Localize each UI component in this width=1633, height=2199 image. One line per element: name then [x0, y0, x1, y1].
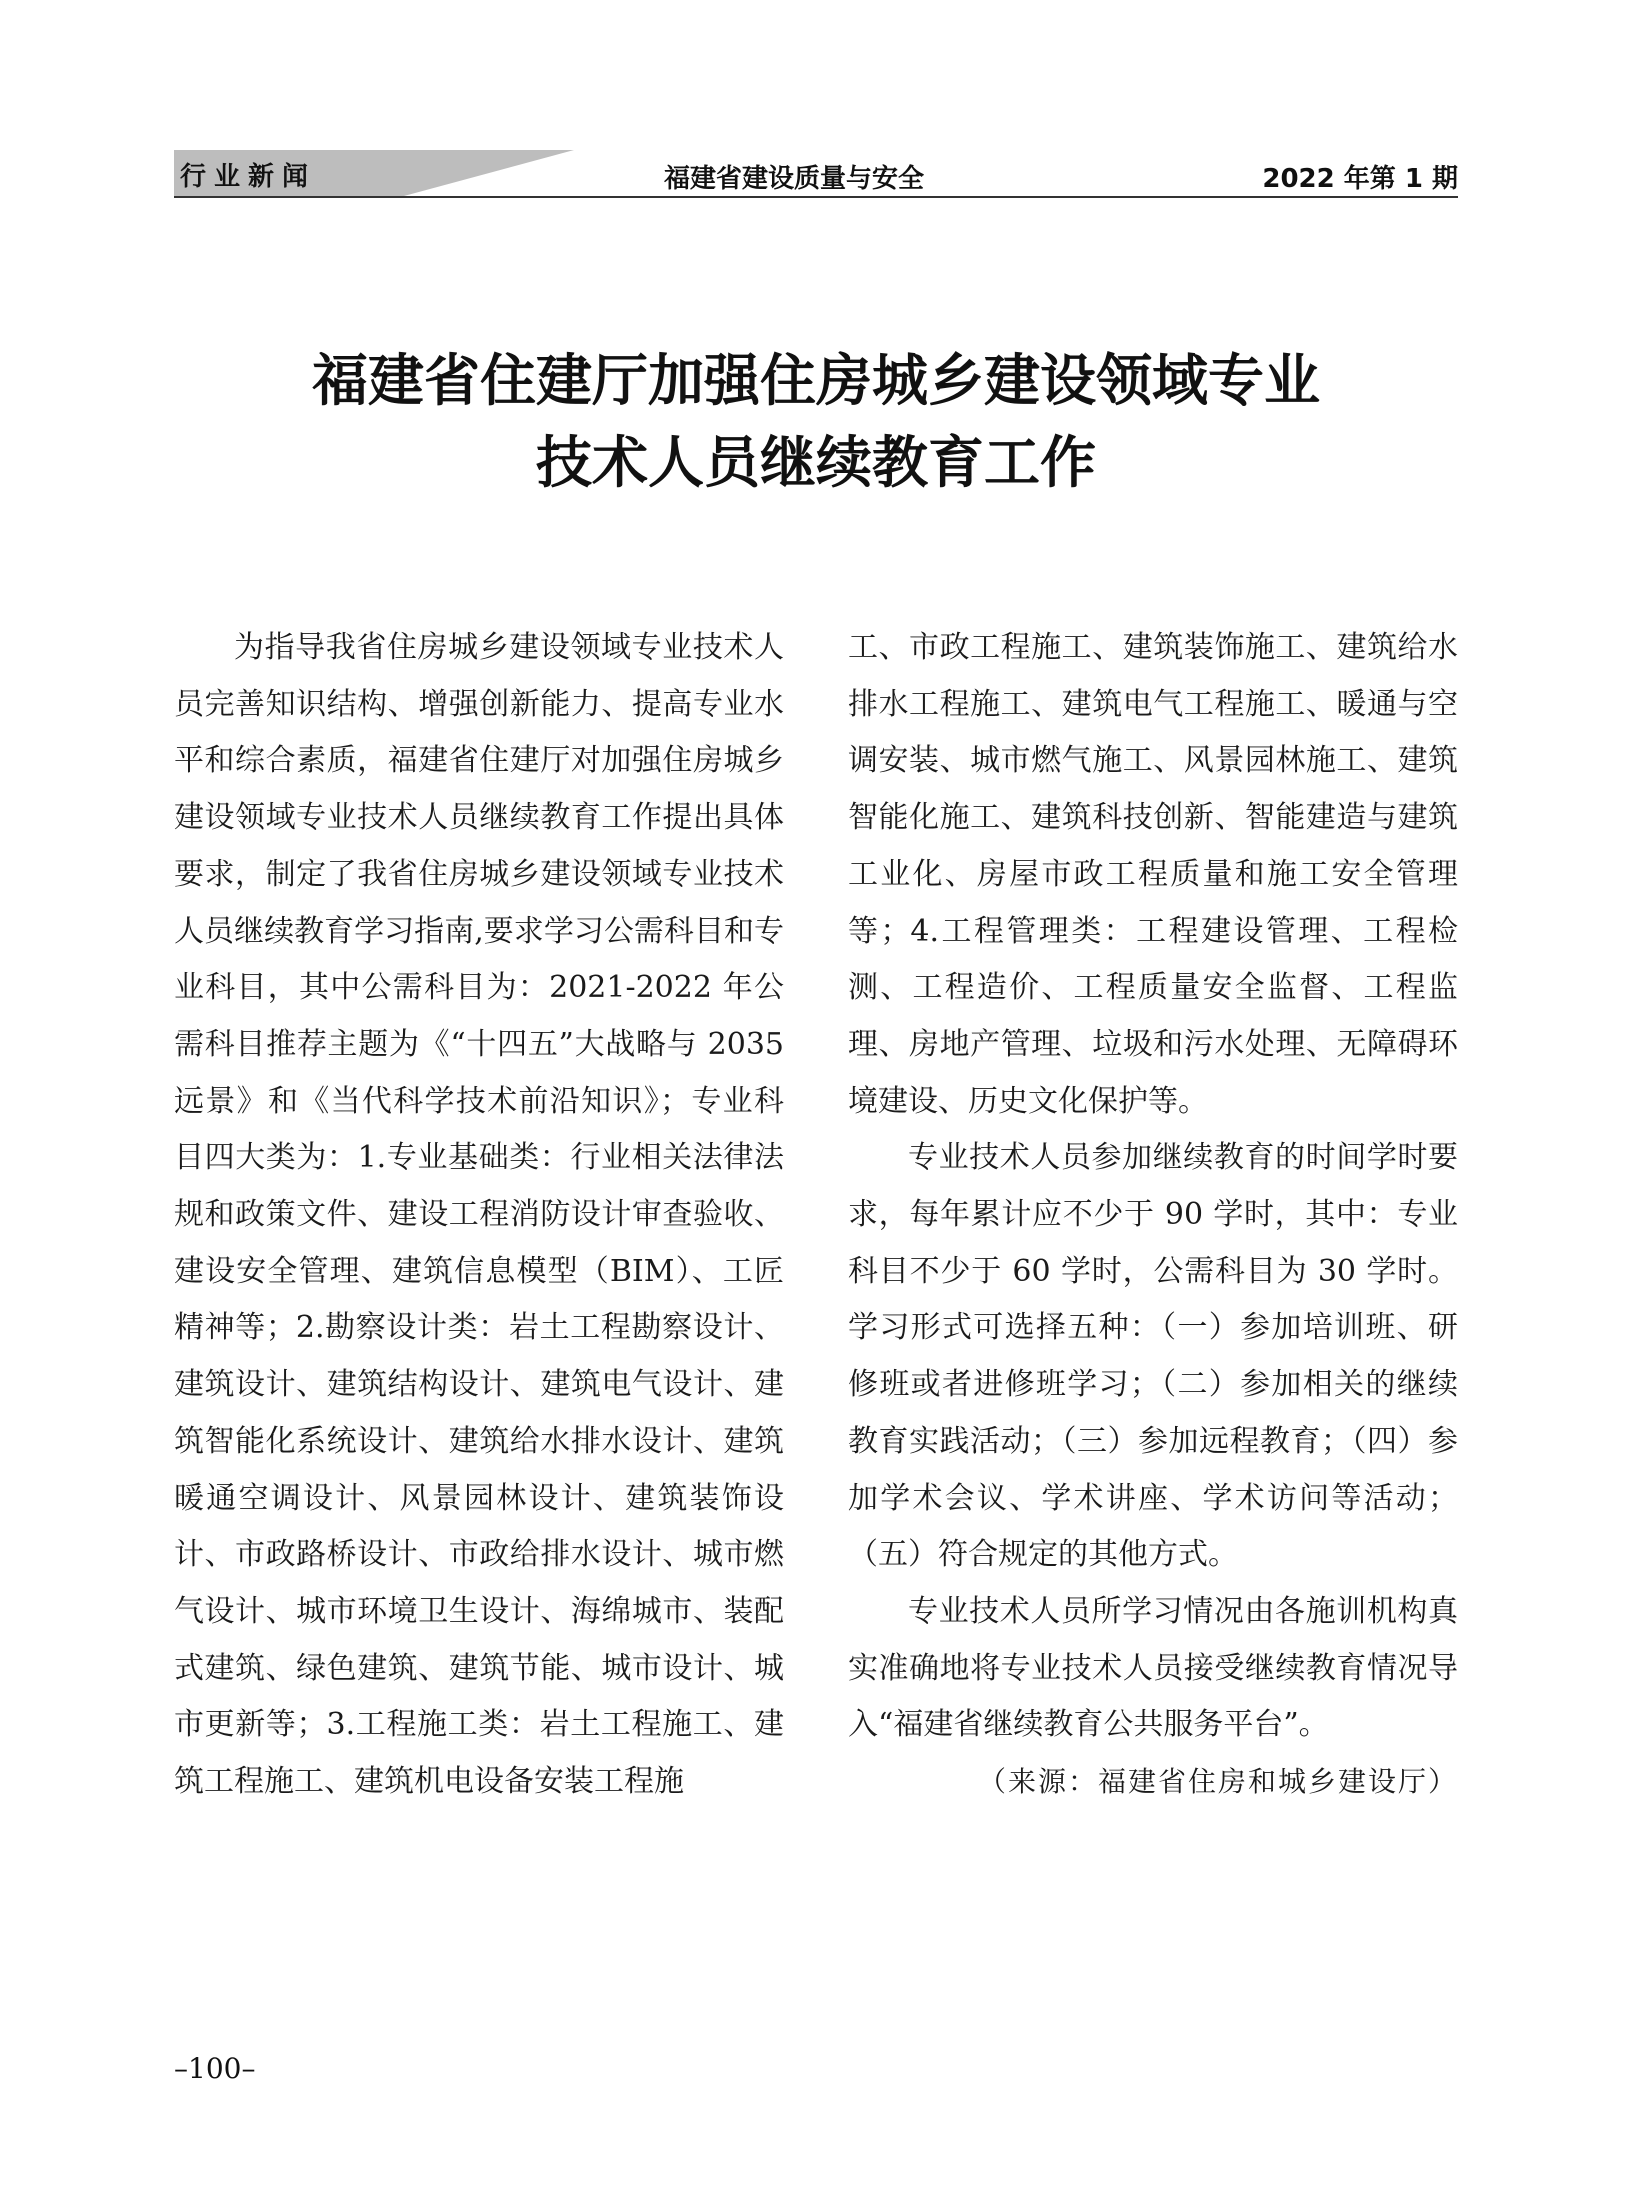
paragraph-1: 为指导我省住房城乡建设领域专业技术人员完善知识结构、增强创新能力、提高专业水平和综合素质，福建省住建厅对加强住房城乡建设领域专业技术人员继续教育工作提出具体要求，制定了我省住房城乡建设领域专业技术人员继续教育学习指南,要求学习公需科目和专业科目，其中公需科目为：2021-2022 年公需科目推荐主题为《“十四五”大战略与 2035 远景》和《当代科学技术前沿知识》；专业科目四大类为：1.专业基础类：行业相关法律法规和政策文件、建设工程消防设计审查验收、建设安全管理、建筑信息模型（BIM）、工匠精神等；2.勘察设计类：岩土工程勘察设计、建筑设计、建筑结构设计、建筑电气设计、建筑智能化系统设计、建筑给水排水设计、建筑暖通空调设计、风景园林设计、建筑装饰设计、市政路桥设计、市政给排水设计、城市燃气设计、城市环境卫生设计、海绵城市、装配式建筑、绿色建筑、建筑节能、城市设计、城市更新等；3.工程施工类：岩土工程施工、建筑工程施工、建筑机电设备安装工程施 [174, 630, 784, 1800]
section-label: 行业新闻 [180, 162, 317, 192]
journal-title: 福建省建设质量与安全 [664, 164, 925, 194]
paragraph-1-continued: 工、市政工程施工、建筑装饰施工、建筑给水排水工程施工、建筑电气工程施工、暖通与空调安装、城市燃气施工、风景园林施工、建筑智能化施工、建筑科技创新、智能建造与建筑工业化、房屋市政工程质量和施工安全管理等；4.工程管理类：工程建设管理、工程检测、工程造价、工程质量安全监督、工程监理、房地产管理、垃圾和污水处理、无障碍环境建设、历史文化保护等。 [848, 630, 1458, 1119]
article-title-line-1: 福建省住建厅加强住房城乡建设领域专业 [312, 348, 1320, 414]
left-column [174, 620, 784, 1811]
article-title-line-2: 技术人员继续教育工作 [536, 430, 1096, 496]
paragraph-2: 专业技术人员参加继续教育的时间学时要求，每年累计应不少于 90 学时，其中：专业科目不少于 60 学时，公需科目为 30 学时。学习形式可选择五种：（一）参加培训班、研修班或者进修班学习；（二）参加相关的继续教育实践活动；（三）参加远程教育；（四）参加学术会议、学术讲座、学术访问等活动；（五）符合规定的其他方式。 [848, 1140, 1458, 1573]
paragraph-3: 专业技术人员所学习情况由各施训机构真实准确地将专业技术人员接受继续教育情况导入“福建省继续教育公共服务平台”。 [848, 1593, 1458, 1743]
article-title [174, 340, 1458, 504]
right-column [848, 620, 1458, 1811]
issue-label: 2022 年第 1 期 [1262, 164, 1458, 194]
page-header [174, 150, 1458, 196]
header-rule [174, 196, 1458, 198]
page-number: –100– [174, 2052, 256, 2085]
source-credit: （来源：福建省住房和城乡建设厅） [977, 1765, 1458, 1799]
section-tab-slope [404, 150, 574, 196]
